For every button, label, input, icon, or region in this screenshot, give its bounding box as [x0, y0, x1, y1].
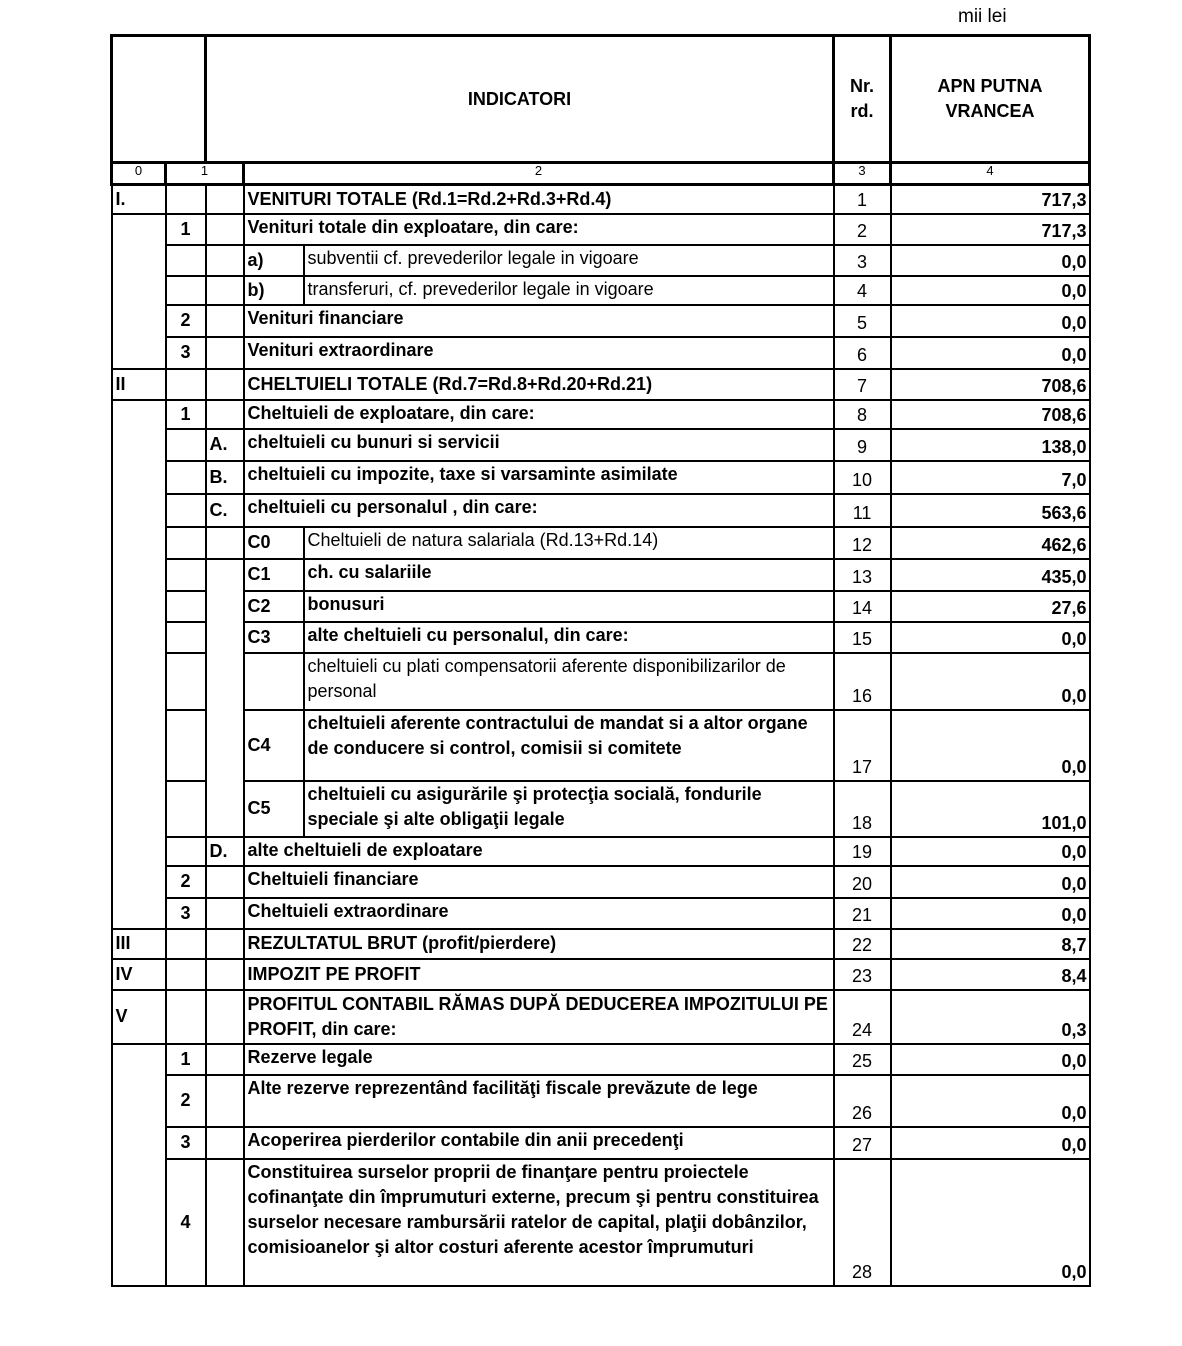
- group-code-cell: [166, 429, 206, 461]
- indicator-text-cell: alte cheltuieli cu personalul, din care:: [304, 622, 834, 653]
- section-code-cell: [112, 494, 166, 527]
- table-row: [112, 337, 1090, 369]
- table-row: [112, 1159, 1090, 1286]
- header-indicatori: INDICATORI: [206, 36, 834, 163]
- item-code-cell: [206, 1044, 244, 1075]
- indicator-text-cell: bonusuri: [304, 591, 834, 622]
- value-cell: 0,0: [891, 337, 1090, 369]
- table-row: [112, 866, 1090, 898]
- value-cell: 27,6: [891, 591, 1090, 622]
- row-number-cell: 15: [834, 622, 891, 653]
- value-cell: 0,0: [891, 622, 1090, 653]
- row-number-cell: 14: [834, 591, 891, 622]
- value-cell: 0,0: [891, 837, 1090, 866]
- item-code-cell: [206, 959, 244, 990]
- section-code-cell: [112, 622, 166, 653]
- row-number-cell: 12: [834, 527, 891, 559]
- indicator-text-cell: PROFITUL CONTABIL RĂMAS DUPĂ DEDUCEREA IMPOZITULUI PE PROFIT, din care:: [244, 990, 834, 1044]
- item-code-cell: [206, 400, 244, 429]
- group-code-cell: [166, 959, 206, 990]
- item-code-cell: [206, 990, 244, 1044]
- row-number-cell: 21: [834, 898, 891, 929]
- section-code-cell: V: [112, 990, 166, 1044]
- indicator-text-cell: ch. cu salariile: [304, 559, 834, 591]
- item-code-cell: A.: [206, 429, 244, 461]
- item-code-cell: [206, 276, 244, 305]
- group-code-cell: [166, 461, 206, 494]
- group-code-cell: [166, 276, 206, 305]
- subitem-code-cell: C4: [244, 710, 304, 781]
- indicator-text-cell: Venituri totale din exploatare, din care:: [244, 214, 834, 245]
- item-code-cell: [206, 559, 244, 591]
- value-cell: 7,0: [891, 461, 1090, 494]
- value-cell: 0,3: [891, 990, 1090, 1044]
- table-row: [112, 622, 1090, 653]
- table-row: [112, 245, 1090, 276]
- table-row: [112, 494, 1090, 527]
- table-row: [112, 1075, 1090, 1127]
- section-code-cell: [112, 276, 166, 305]
- table-row: [112, 429, 1090, 461]
- subitem-code-cell: C1: [244, 559, 304, 591]
- group-code-cell: [166, 559, 206, 591]
- value-cell: 8,7: [891, 929, 1090, 959]
- group-code-cell: 2: [166, 305, 206, 337]
- section-code-cell: [112, 1159, 166, 1286]
- indicator-text-cell: Constituirea surselor proprii de finanţare pentru proiectele cofinanţate din împrumuturi externe, precum şi pentru constituirea surselor necesare rambursării ratelor de capital, plaţii dobânzilor, comisioanelor şi altor costuri aferente acestor împrumuturi: [244, 1159, 834, 1286]
- value-cell: 435,0: [891, 559, 1090, 591]
- value-cell: 138,0: [891, 429, 1090, 461]
- indicator-text-cell: transferuri, cf. prevederilor legale in vigoare: [304, 276, 834, 305]
- section-code-cell: [112, 866, 166, 898]
- value-cell: 0,0: [891, 898, 1090, 929]
- item-code-cell: [206, 1127, 244, 1159]
- group-code-cell: 1: [166, 214, 206, 245]
- table-row: [112, 527, 1090, 559]
- value-cell: 708,6: [891, 400, 1090, 429]
- item-code-cell: B.: [206, 461, 244, 494]
- item-code-cell: D.: [206, 837, 244, 866]
- group-code-cell: 2: [166, 1075, 206, 1127]
- indicator-text-cell: cheltuieli cu plati compensatorii aferente disponibilizarilor de personal: [304, 653, 834, 710]
- table-row: [112, 214, 1090, 245]
- header-nr-rd: Nr. rd.: [834, 36, 891, 163]
- value-cell: 708,6: [891, 369, 1090, 400]
- section-code-cell: [112, 591, 166, 622]
- indicator-text-cell: Cheltuieli financiare: [244, 866, 834, 898]
- section-code-cell: [112, 1044, 166, 1075]
- value-cell: 0,0: [891, 276, 1090, 305]
- group-code-cell: [166, 185, 206, 214]
- group-code-cell: [166, 494, 206, 527]
- section-code-cell: [112, 214, 166, 245]
- table-row: [112, 591, 1090, 622]
- row-number-cell: 13: [834, 559, 891, 591]
- table-row: [112, 305, 1090, 337]
- header-blank-cell: [112, 36, 206, 163]
- table-row: [112, 837, 1090, 866]
- group-code-cell: 2: [166, 866, 206, 898]
- group-code-cell: [166, 781, 206, 837]
- value-cell: 0,0: [891, 245, 1090, 276]
- row-number-cell: 23: [834, 959, 891, 990]
- value-cell: 717,3: [891, 185, 1090, 214]
- item-code-cell: [206, 337, 244, 369]
- group-code-cell: [166, 622, 206, 653]
- section-code-cell: [112, 461, 166, 494]
- header-row: [112, 36, 1090, 163]
- item-code-cell: [206, 305, 244, 337]
- row-number-cell: 2: [834, 214, 891, 245]
- section-code-cell: [112, 400, 166, 429]
- section-code-cell: [112, 527, 166, 559]
- item-code-cell: [206, 781, 244, 837]
- section-code-cell: IV: [112, 959, 166, 990]
- indicator-text-cell: Cheltuieli extraordinare: [244, 898, 834, 929]
- row-number-cell: 4: [834, 276, 891, 305]
- indicator-text-cell: subventii cf. prevederilor legale in vigoare: [304, 245, 834, 276]
- group-code-cell: [166, 527, 206, 559]
- row-number-cell: 18: [834, 781, 891, 837]
- table-row: [112, 781, 1090, 837]
- table-row: [112, 929, 1090, 959]
- item-code-cell: [206, 245, 244, 276]
- value-cell: 717,3: [891, 214, 1090, 245]
- col-number: 4: [891, 163, 1090, 185]
- row-number-cell: 6: [834, 337, 891, 369]
- row-number-cell: 16: [834, 653, 891, 710]
- table-row: [112, 1127, 1090, 1159]
- row-number-cell: 28: [834, 1159, 891, 1286]
- group-code-cell: [166, 653, 206, 710]
- table-row: [112, 276, 1090, 305]
- item-code-cell: [206, 1075, 244, 1127]
- row-number-cell: 7: [834, 369, 891, 400]
- subitem-code-cell: [244, 653, 304, 710]
- table-row: [112, 959, 1090, 990]
- value-cell: 0,0: [891, 1127, 1090, 1159]
- item-code-cell: [206, 710, 244, 781]
- indicator-text-cell: cheltuieli cu asigurările şi protecţia socială, fondurile speciale şi alte obligaţii legale: [304, 781, 834, 837]
- col-number: 3: [834, 163, 891, 185]
- row-number-cell: 8: [834, 400, 891, 429]
- item-code-cell: [206, 622, 244, 653]
- table-row: [112, 653, 1090, 710]
- indicator-text-cell: CHELTUIELI TOTALE (Rd.7=Rd.8+Rd.20+Rd.21): [244, 369, 834, 400]
- group-code-cell: [166, 369, 206, 400]
- table-row: [112, 400, 1090, 429]
- row-number-cell: 10: [834, 461, 891, 494]
- col-number: 0: [112, 163, 166, 185]
- header-apn: APN PUTNA VRANCEA: [891, 36, 1090, 163]
- item-code-cell: [206, 591, 244, 622]
- group-code-cell: [166, 837, 206, 866]
- indicator-text-cell: VENITURI TOTALE (Rd.1=Rd.2+Rd.3+Rd.4): [244, 185, 834, 214]
- item-code-cell: [206, 214, 244, 245]
- table-row: [112, 185, 1090, 214]
- indicator-text-cell: cheltuieli cu impozite, taxe si varsaminte asimilate: [244, 461, 834, 494]
- budget-table: [110, 34, 1091, 1287]
- group-code-cell: [166, 929, 206, 959]
- table-row: [112, 1044, 1090, 1075]
- table-row: [112, 559, 1090, 591]
- section-code-cell: [112, 305, 166, 337]
- section-code-cell: [112, 245, 166, 276]
- row-number-cell: 20: [834, 866, 891, 898]
- column-number-row: [112, 163, 1090, 185]
- item-code-cell: [206, 866, 244, 898]
- indicator-text-cell: Alte rezerve reprezentând facilităţi fiscale prevăzute de lege: [244, 1075, 834, 1127]
- indicator-text-cell: alte cheltuieli de exploatare: [244, 837, 834, 866]
- group-code-cell: 3: [166, 337, 206, 369]
- indicator-text-cell: Cheltuieli de exploatare, din care:: [244, 400, 834, 429]
- row-number-cell: 11: [834, 494, 891, 527]
- indicator-text-cell: cheltuieli aferente contractului de mandat si a altor organe de conducere si control, comisii si comitete: [304, 710, 834, 781]
- row-number-cell: 19: [834, 837, 891, 866]
- row-number-cell: 3: [834, 245, 891, 276]
- subitem-code-cell: a): [244, 245, 304, 276]
- row-number-cell: 9: [834, 429, 891, 461]
- group-code-cell: 1: [166, 1044, 206, 1075]
- value-cell: 0,0: [891, 710, 1090, 781]
- value-cell: 0,0: [891, 1075, 1090, 1127]
- col-number: 2: [244, 163, 834, 185]
- group-code-cell: [166, 591, 206, 622]
- section-code-cell: [112, 1075, 166, 1127]
- group-code-cell: [166, 710, 206, 781]
- subitem-code-cell: C3: [244, 622, 304, 653]
- row-number-cell: 26: [834, 1075, 891, 1127]
- section-code-cell: I.: [112, 185, 166, 214]
- indicator-text-cell: Venituri extraordinare: [244, 337, 834, 369]
- table-row: [112, 710, 1090, 781]
- group-code-cell: 1: [166, 400, 206, 429]
- subitem-code-cell: b): [244, 276, 304, 305]
- item-code-cell: [206, 1159, 244, 1286]
- table-row: [112, 990, 1090, 1044]
- section-code-cell: III: [112, 929, 166, 959]
- section-code-cell: [112, 781, 166, 837]
- section-code-cell: [112, 710, 166, 781]
- table-row: [112, 369, 1090, 400]
- col-number: 1: [166, 163, 244, 185]
- subitem-code-cell: C0: [244, 527, 304, 559]
- item-code-cell: [206, 527, 244, 559]
- indicator-text-cell: Acoperirea pierderilor contabile din anii precedenţi: [244, 1127, 834, 1159]
- indicator-text-cell: Cheltuieli de natura salariala (Rd.13+Rd.14): [304, 527, 834, 559]
- section-code-cell: [112, 837, 166, 866]
- value-cell: 563,6: [891, 494, 1090, 527]
- value-cell: 462,6: [891, 527, 1090, 559]
- table-row: [112, 461, 1090, 494]
- row-number-cell: 25: [834, 1044, 891, 1075]
- row-number-cell: 24: [834, 990, 891, 1044]
- section-code-cell: II: [112, 369, 166, 400]
- value-cell: 101,0: [891, 781, 1090, 837]
- section-code-cell: [112, 653, 166, 710]
- value-cell: 0,0: [891, 1159, 1090, 1286]
- item-code-cell: [206, 653, 244, 710]
- value-cell: 8,4: [891, 959, 1090, 990]
- table-row: [112, 898, 1090, 929]
- indicator-text-cell: REZULTATUL BRUT (profit/pierdere): [244, 929, 834, 959]
- value-cell: 0,0: [891, 1044, 1090, 1075]
- indicator-text-cell: cheltuieli cu personalul , din care:: [244, 494, 834, 527]
- section-code-cell: [112, 1127, 166, 1159]
- row-number-cell: 17: [834, 710, 891, 781]
- indicator-text-cell: cheltuieli cu bunuri si servicii: [244, 429, 834, 461]
- section-code-cell: [112, 429, 166, 461]
- indicator-text-cell: Rezerve legale: [244, 1044, 834, 1075]
- group-code-cell: 3: [166, 898, 206, 929]
- item-code-cell: [206, 898, 244, 929]
- section-code-cell: [112, 337, 166, 369]
- value-cell: 0,0: [891, 866, 1090, 898]
- subitem-code-cell: C2: [244, 591, 304, 622]
- row-number-cell: 27: [834, 1127, 891, 1159]
- group-code-cell: [166, 990, 206, 1044]
- section-code-cell: [112, 898, 166, 929]
- group-code-cell: 3: [166, 1127, 206, 1159]
- item-code-cell: [206, 929, 244, 959]
- indicator-text-cell: Venituri financiare: [244, 305, 834, 337]
- value-cell: 0,0: [891, 305, 1090, 337]
- row-number-cell: 22: [834, 929, 891, 959]
- group-code-cell: 4: [166, 1159, 206, 1286]
- unit-label: mii lei: [958, 6, 1007, 27]
- item-code-cell: C.: [206, 494, 244, 527]
- item-code-cell: [206, 369, 244, 400]
- subitem-code-cell: C5: [244, 781, 304, 837]
- group-code-cell: [166, 245, 206, 276]
- row-number-cell: 1: [834, 185, 891, 214]
- indicator-text-cell: IMPOZIT PE PROFIT: [244, 959, 834, 990]
- item-code-cell: [206, 185, 244, 214]
- section-code-cell: [112, 559, 166, 591]
- value-cell: 0,0: [891, 653, 1090, 710]
- row-number-cell: 5: [834, 305, 891, 337]
